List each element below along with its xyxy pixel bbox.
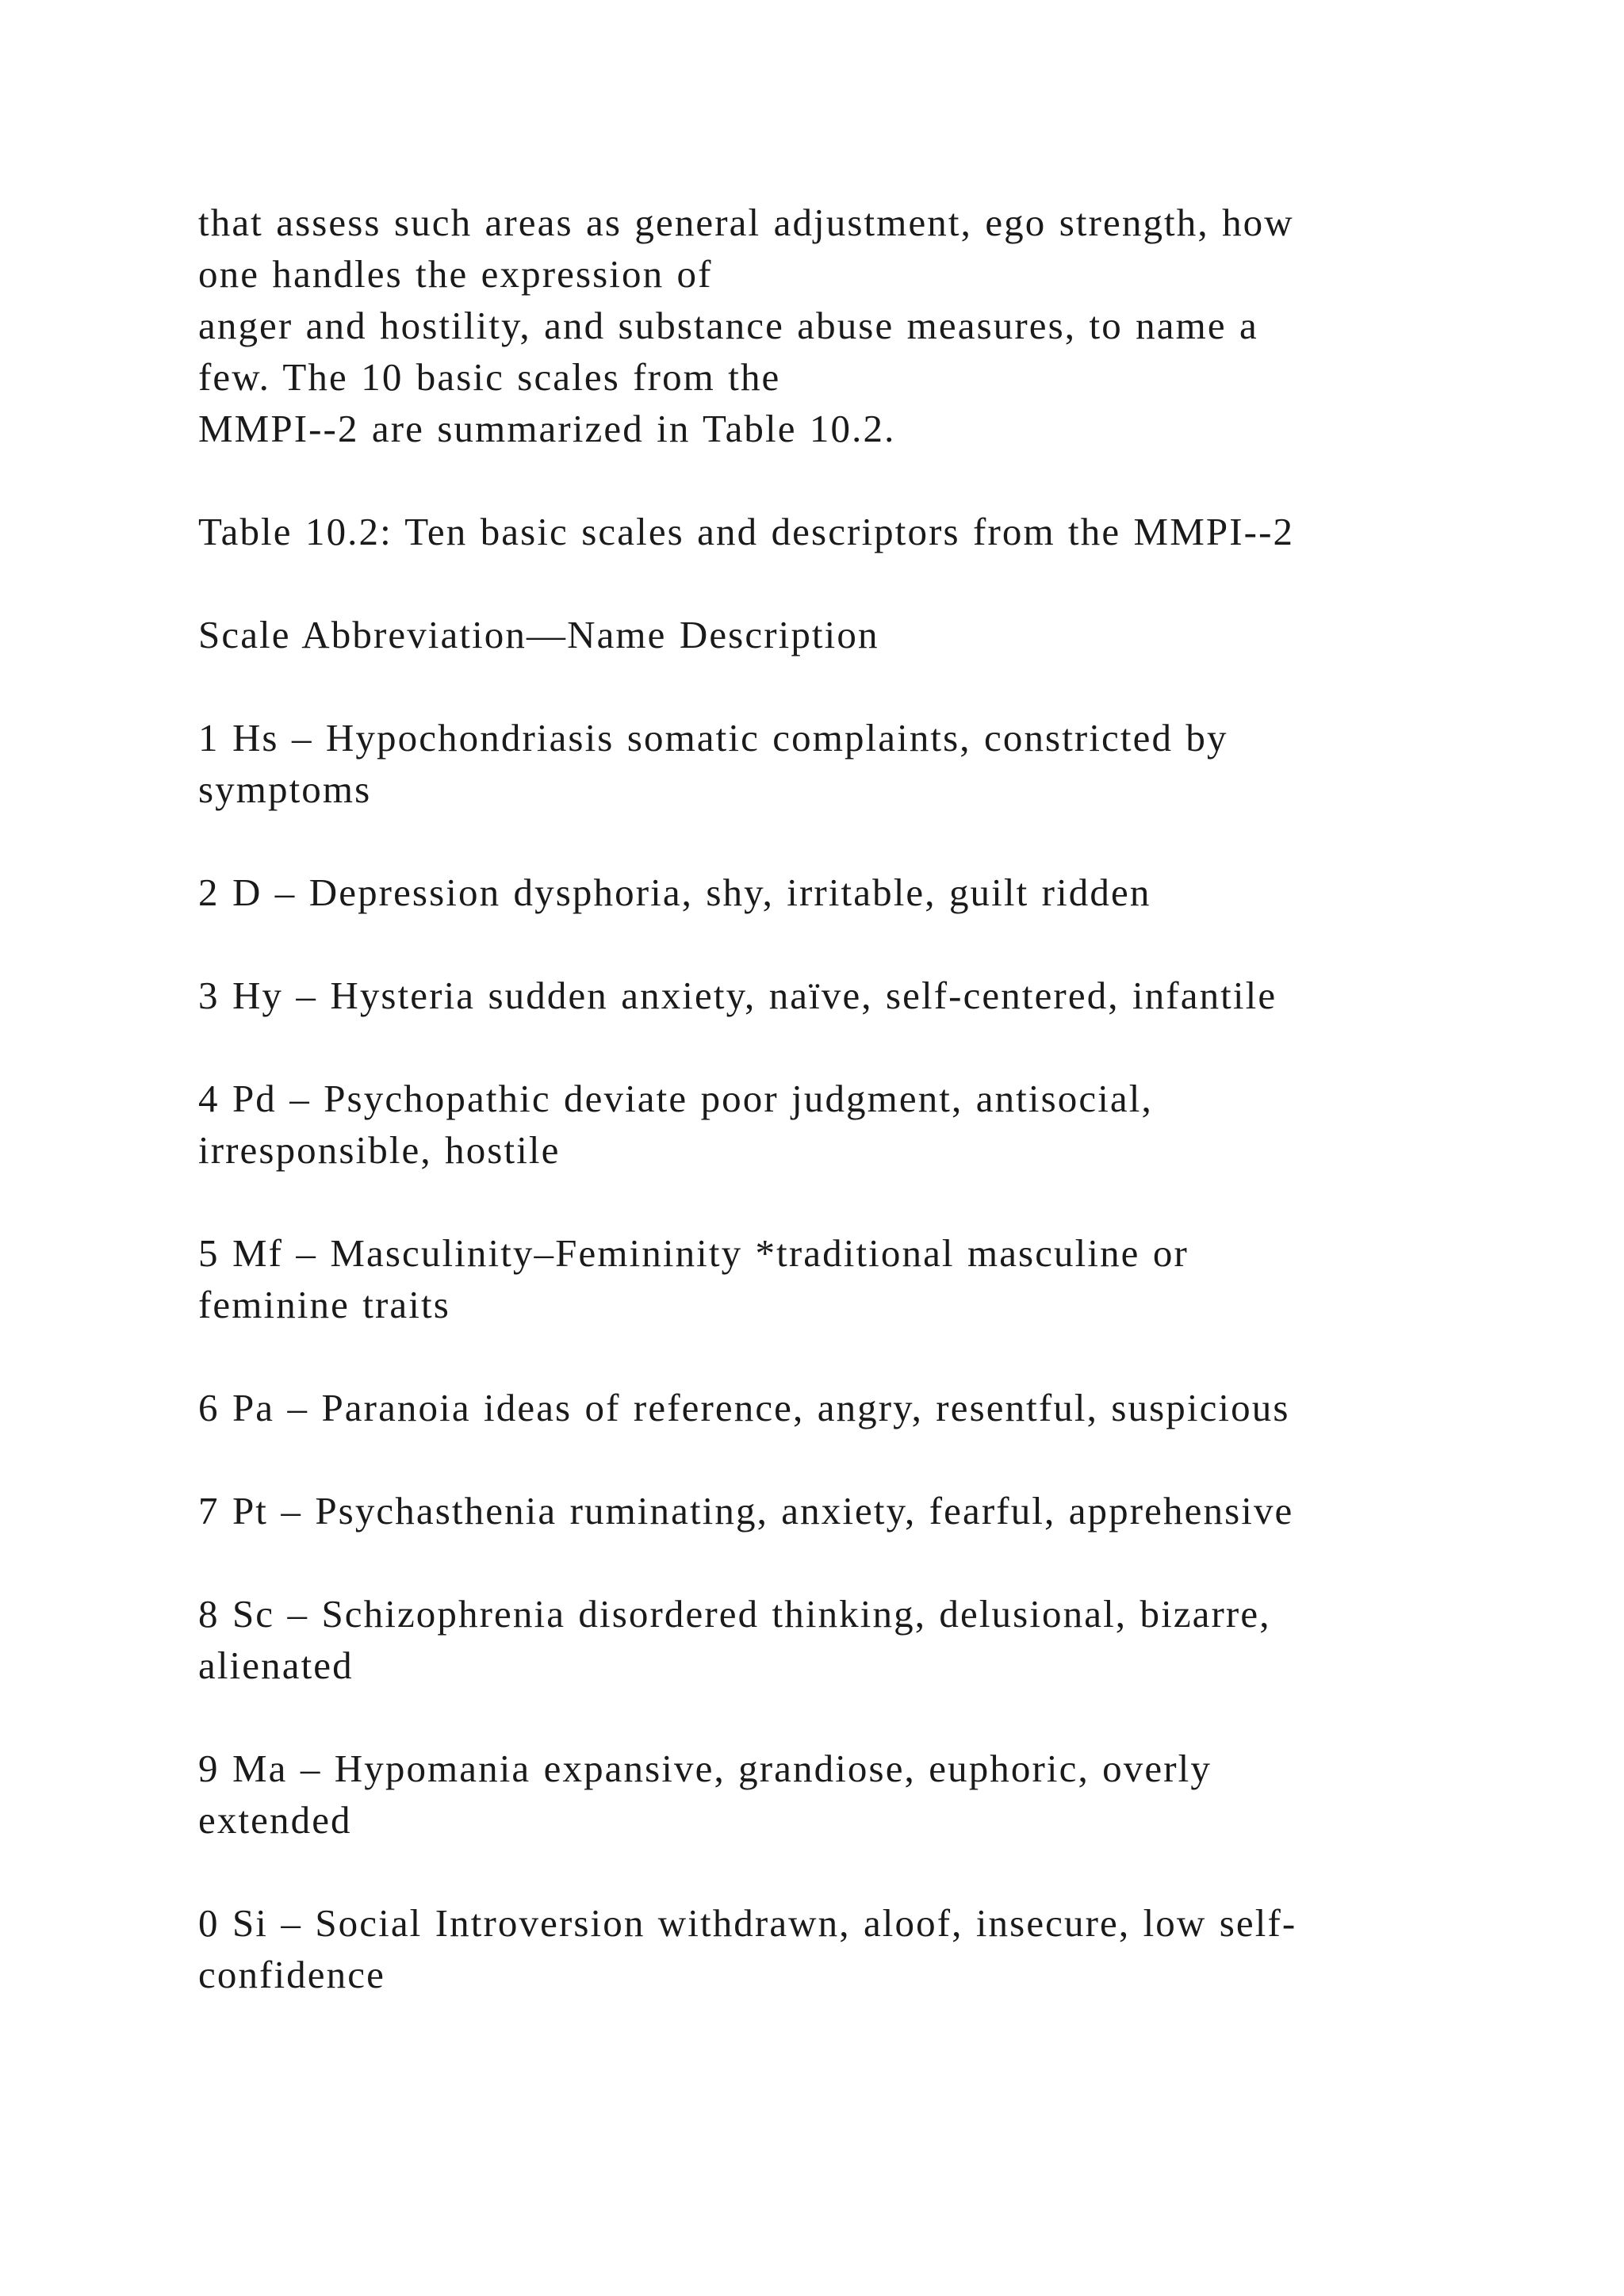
- intro-line: one handles the expression of: [198, 252, 713, 296]
- table-row-line: extended: [198, 1798, 352, 1842]
- paragraph-gap: [198, 1433, 1435, 1485]
- table-row: [198, 867, 1435, 918]
- table-row-line: 2 D – Depression dysphoria, shy, irritable, guilt ridden: [198, 871, 1151, 914]
- table-row: [198, 1485, 1435, 1536]
- table-row-line: 4 Pd – Psychopathic deviate poor judgment, antisocial,: [198, 1077, 1153, 1120]
- table-row-line: 0 Si – Social Introversion withdrawn, aloof, insecure, low self-: [198, 1901, 1297, 1945]
- table-row: [198, 1897, 1435, 2000]
- table-row-line: 6 Pa – Paranoia ideas of reference, angry, resentful, suspicious: [198, 1386, 1290, 1429]
- table-row-line: 9 Ma – Hypomania expansive, grandiose, euphoric, overly: [198, 1747, 1212, 1790]
- paragraph-gap: [198, 660, 1435, 712]
- table-row: [198, 1588, 1435, 1691]
- document-page: [198, 197, 1435, 2000]
- intro-line: few. The 10 basic scales from the: [198, 355, 781, 399]
- intro-line: that assess such areas as general adjustment, ego strength, how: [198, 201, 1294, 244]
- table-row-line: feminine traits: [198, 1283, 450, 1326]
- table-row-line: 3 Hy – Hysteria sudden anxiety, naïve, self-centered, infantile: [198, 974, 1277, 1017]
- table-row-line: 8 Sc – Schizophrenia disordered thinking, delusional, bizarre,: [198, 1592, 1271, 1636]
- table-row: [198, 1743, 1435, 1846]
- paragraph-gap: [198, 454, 1435, 506]
- paragraph-gap: [198, 1176, 1435, 1227]
- table-row-line: symptoms: [198, 767, 372, 811]
- table-row-line: irresponsible, hostile: [198, 1128, 561, 1172]
- table-row-line: 5 Mf – Masculinity–Femininity *traditional masculine or: [198, 1231, 1189, 1275]
- paragraph-gap: [198, 557, 1435, 609]
- paragraph-gap: [198, 1691, 1435, 1743]
- table-row-line: alienated: [198, 1644, 354, 1687]
- intro-paragraph: [198, 197, 1435, 454]
- paragraph-gap: [198, 1021, 1435, 1073]
- table-row: [198, 1382, 1435, 1433]
- table-row: [198, 1227, 1435, 1330]
- table-row: [198, 1073, 1435, 1176]
- table-row-line: 7 Pt – Psychasthenia ruminating, anxiety, fearful, apprehensive: [198, 1489, 1294, 1533]
- intro-line: anger and hostility, and substance abuse measures, to name a: [198, 304, 1258, 347]
- table-row: [198, 712, 1435, 815]
- table-header: Scale Abbreviation—Name Description: [198, 613, 879, 656]
- paragraph-gap: [198, 1536, 1435, 1588]
- table-row: [198, 970, 1435, 1021]
- table-caption: Table 10.2: Ten basic scales and descriptors from the MMPI--2: [198, 510, 1295, 553]
- table-row-line: 1 Hs – Hypochondriasis somatic complaints, constricted by: [198, 716, 1228, 760]
- table-row-line: confidence: [198, 1953, 385, 1996]
- paragraph-gap: [198, 918, 1435, 970]
- paragraph-gap: [198, 815, 1435, 867]
- paragraph-gap: [198, 1330, 1435, 1382]
- paragraph-gap: [198, 1846, 1435, 1897]
- intro-line: MMPI--2 are summarized in Table 10.2.: [198, 407, 896, 450]
